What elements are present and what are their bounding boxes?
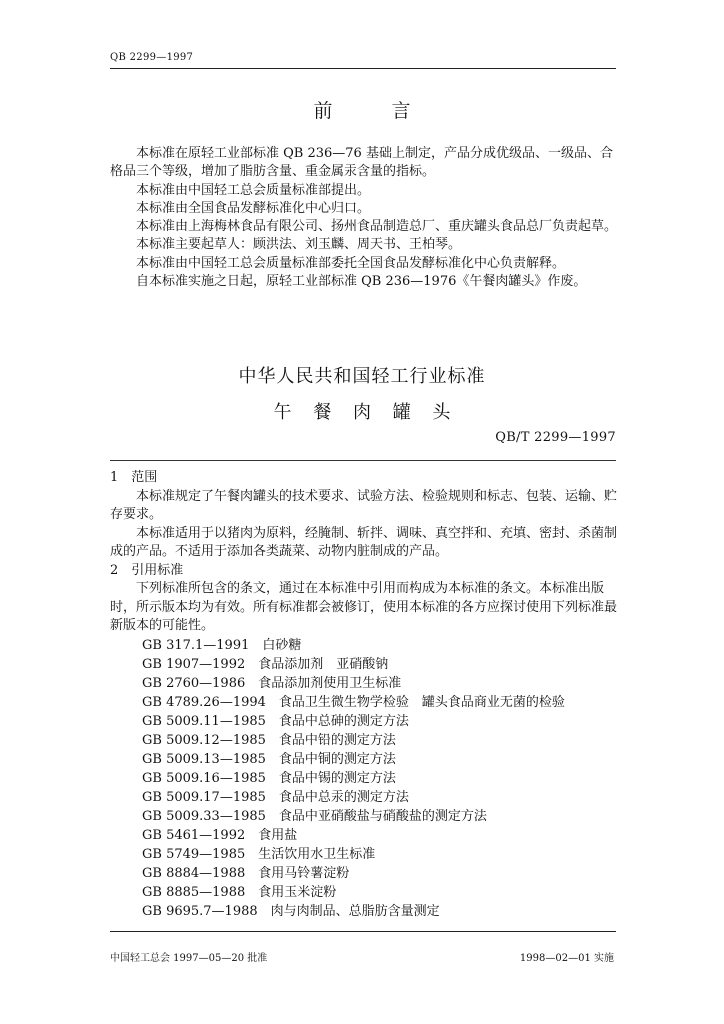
standard-code: QB/T 2299—1997 (495, 430, 616, 445)
reference-item: GB 5461—1992 食用盐 (142, 827, 298, 843)
reference-item: GB 9695.7—1988 肉与肉制品、总脂肪含量测定 (142, 903, 440, 919)
footer-effective-date: 1998—02—01 实施 (519, 953, 614, 964)
section-heading-references: 2 引用标准 (110, 562, 184, 578)
reference-item: GB 8885—1988 食用玉米淀粉 (142, 884, 337, 900)
preface-paragraph: 本标准由上海梅林食品有限公司、扬州食品制造总厂、重庆罐头食品总厂负责起草。 (136, 219, 618, 235)
reference-item: GB 5009.17—1985 食品中总汞的测定方法 (142, 789, 409, 805)
scope-paragraph: 本标准规定了午餐肉罐头的技术要求、试验方法、检验规则和标志、包装、运输、贮存要求。 (110, 488, 618, 522)
reference-item: GB 5009.11—1985 食品中总砷的测定方法 (142, 713, 409, 729)
preface-body (110, 145, 620, 291)
reference-item: GB 1907—1992 食品添加剂 亚硝酸钠 (142, 656, 389, 672)
preface-paragraph: 本标准主要起草人：顾洪法、刘玉麟、周天书、王柏琴。 (136, 237, 462, 253)
reference-item: GB 5749—1985 生活饮用水卫生标准 (142, 846, 376, 862)
reference-item: GB 4789.26—1994 食品卫生微生物学检验 罐头食品商业无菌的检验 (142, 694, 565, 710)
standard-authority-title: 中华人民共和国轻工行业标准 (238, 366, 486, 387)
preface-paragraph: 本标准由中国轻工总会质量标准部提出。 (136, 182, 371, 198)
section-heading-scope: 1 范围 (110, 470, 158, 485)
title-rule (110, 460, 616, 461)
reference-item: GB 317.1—1991 白砂糖 (142, 637, 302, 653)
references-intro: 下列标准所包含的条文，通过在本标准中引用而构成为本标准的条文。本标准出版时，所示版本均为有效。所有标准都会被修订，使用本标准的各方应探讨使用下列标准最新版本的可能性。 (110, 581, 618, 633)
header-rule (110, 68, 616, 69)
preface-paragraph: 本标准由中国轻工总会质量标准部委托全国食品发酵标准化中心负责解释。 (136, 255, 566, 271)
preface-paragraph: 本标准在原轻工业部标准 QB 236—76 基础上制定，产品分成优级品、一级品、合格品三个等级，增加了脂肪含量、重金属汞含量的指标。 (110, 146, 613, 180)
preface-title: 前 言 (313, 100, 431, 122)
standard-body (110, 469, 620, 921)
document-title: 午 餐 肉 罐 头 (273, 402, 459, 423)
scope-paragraph: 本标准适用于以猪肉为原料，经腌制、斩拌、调味、真空拌和、充填、密封、杀菌制成的产品。不适用于添加各类蔬菜、动物内脏制成的产品。 (110, 525, 618, 559)
reference-item: GB 5009.12—1985 食品中铅的测定方法 (142, 732, 396, 748)
reference-item: GB 5009.16—1985 食品中锡的测定方法 (142, 770, 396, 786)
footer-rule (110, 931, 616, 932)
preface-paragraph: 自本标准实施之日起，原轻工业部标准 QB 236—1976《午餐肉罐头》作废。 (136, 274, 587, 290)
footer-approval: 中国轻工总会 1997—05—20 批准 (110, 953, 268, 964)
reference-item: GB 5009.13—1985 食品中铜的测定方法 (142, 751, 396, 767)
header-standard-code: QB 2299—1997 (110, 52, 194, 63)
reference-item: GB 2760—1986 食品添加剂使用卫生标准 (142, 675, 402, 691)
preface-paragraph: 本标准由全国食品发酵标准化中心归口。 (136, 200, 371, 216)
reference-list (110, 636, 620, 921)
reference-item: GB 5009.33—1985 食品中亚硝酸盐与硝酸盐的测定方法 (142, 808, 487, 824)
reference-item: GB 8884—1988 食用马铃薯淀粉 (142, 865, 350, 881)
